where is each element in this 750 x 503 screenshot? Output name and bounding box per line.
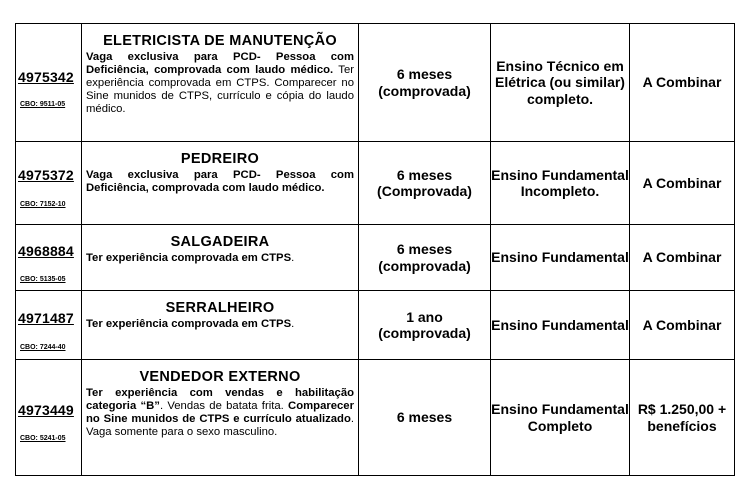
job-title: SERRALHEIRO — [165, 300, 275, 316]
job-requirements — [86, 252, 354, 265]
table-row — [16, 360, 735, 476]
requirements-bold: Vaga exclusiva para PCD- Pessoa com Deficiência, comprovada com laudo médico. — [86, 51, 354, 76]
job-code: 4975342 — [18, 69, 74, 85]
job-title: VENDEDOR EXTERNO — [139, 369, 301, 385]
job-title: SALGADEIRA — [170, 234, 270, 250]
cbo-code: CBO: 9511-05 — [20, 101, 66, 108]
cbo-code: CBO: 5135-05 — [20, 276, 66, 283]
job-title: PEDREIRO — [180, 151, 260, 167]
salary-cell: A Combinar — [630, 24, 735, 142]
requirements-text: . — [291, 252, 295, 264]
requirements-bold: Ter experiência comprovada em CTPS — [86, 252, 292, 264]
job-requirements — [86, 51, 354, 116]
experience-cell: 6 meses (comprovada) — [359, 24, 491, 142]
job-code: 4975372 — [18, 167, 74, 183]
experience-cell: 6 meses (Comprovada) — [359, 142, 491, 225]
table-row — [16, 142, 735, 225]
job-description-cell — [82, 24, 359, 142]
cbo-code: CBO: 5241-05 — [20, 435, 66, 442]
education-cell: Ensino Fundamental — [491, 291, 630, 360]
job-description-cell — [82, 225, 359, 291]
experience-cell: 6 meses — [359, 360, 491, 476]
salary-cell: R$ 1.250,00 + benefícios — [630, 360, 735, 476]
education-cell: Ensino Fundamental Completo — [491, 360, 630, 476]
table-row — [16, 225, 735, 291]
experience-cell: 6 meses (comprovada) — [359, 225, 491, 291]
requirements-bold: Ter experiência comprovada em CTPS — [86, 318, 292, 330]
cbo-code: CBO: 7152-10 — [20, 201, 66, 208]
requirements-bold-2: Comparecer no Sine munidos de CTPS e currículo atualizado — [86, 400, 354, 425]
cbo-code: CBO: 7244-40 — [20, 344, 66, 351]
salary-cell: A Combinar — [630, 225, 735, 291]
requirements-text: Ter experiência comprovada em CTPS. Comparecer no Sine munidos de CTPS, currículo e cópia do laudo médico. — [86, 64, 354, 115]
education-cell: Ensino Técnico em Elétrica (ou similar) completo. — [491, 24, 630, 142]
code-cell — [16, 142, 82, 225]
code-cell — [16, 291, 82, 360]
job-requirements — [86, 318, 354, 331]
code-cell — [16, 24, 82, 142]
job-title: ELETRICISTA DE MANUTENÇÃO — [103, 33, 337, 49]
job-requirements — [86, 169, 354, 195]
code-cell — [16, 360, 82, 476]
job-requirements — [86, 387, 354, 439]
job-description-cell — [82, 142, 359, 225]
table-row — [16, 291, 735, 360]
requirements-text: . Vendas de batata frita. — [159, 400, 284, 412]
requirements-bold: Ter experiência com vendas e habilitação categoria “B” — [86, 387, 354, 412]
salary-cell: A Combinar — [630, 142, 735, 225]
job-listings-table — [15, 23, 735, 476]
job-code: 4968884 — [18, 243, 74, 259]
job-description-cell — [82, 360, 359, 476]
salary-cell: A Combinar — [630, 291, 735, 360]
experience-cell: 1 ano (comprovada) — [359, 291, 491, 360]
job-description-cell — [82, 291, 359, 360]
requirements-text: . — [291, 318, 295, 330]
code-cell — [16, 225, 82, 291]
table-row — [16, 24, 735, 142]
job-code: 4973449 — [18, 402, 74, 418]
education-cell: Ensino Fundamental — [491, 225, 630, 291]
requirements-text-2: . Vaga somente para o sexo masculino. — [86, 413, 354, 438]
requirements-bold: Vaga exclusiva para PCD- Pessoa com Deficiência, comprovada com laudo médico. — [86, 169, 354, 194]
job-code: 4971487 — [18, 310, 74, 326]
education-cell: Ensino Fundamental Incompleto. — [491, 142, 630, 225]
